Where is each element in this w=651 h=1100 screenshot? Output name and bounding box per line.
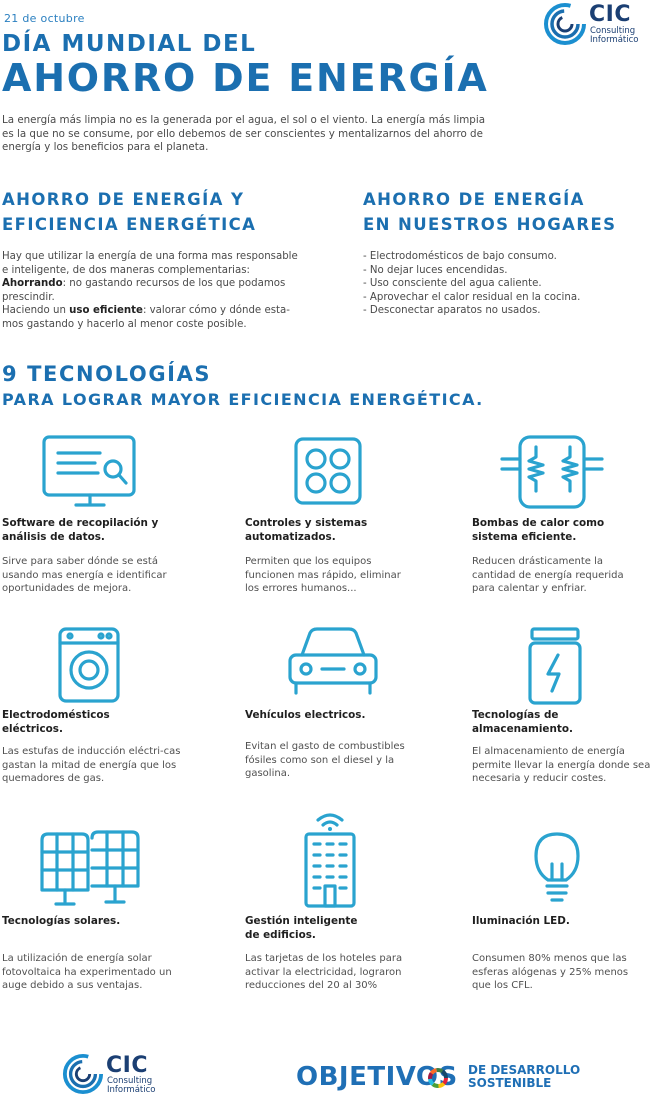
logo-name: CIC	[589, 2, 631, 27]
tech-title: Software de recopilación y análisis de datos.	[2, 517, 159, 543]
list-item: - Aprovechar el calor residual en la cocina.	[363, 291, 581, 303]
tech-title: Gestión inteligente de edificios.	[245, 915, 358, 941]
tech-title: Controles y sistemas automatizados.	[245, 517, 368, 543]
light-bulb-icon	[532, 830, 582, 910]
tech-desc: Reducen drásticamente la cantidad de energía requerida para calentar y enfriar.	[472, 556, 624, 594]
tech-title: Tecnologías de almacenamiento.	[472, 709, 573, 735]
section-left-body	[2, 250, 307, 331]
logo-subtitle-1: Consulting	[590, 26, 636, 36]
tech-title: Tecnologías solares.	[2, 915, 121, 927]
section-right-title	[363, 187, 616, 237]
section-right-title-1: AHORRO DE ENERGÍA	[363, 190, 585, 209]
tech-title-2: PARA LOGRAR MAYOR EFICIENCIA ENERGÉTICA.	[2, 390, 484, 409]
bold-ahorrando: Ahorrando	[2, 278, 63, 289]
logo-subtitle-2: Informático	[590, 35, 639, 45]
solar-panel-icon	[38, 830, 142, 910]
tech-title: Iluminación LED.	[472, 915, 570, 927]
section-left-p3	[2, 304, 307, 331]
ods-logo	[296, 1062, 596, 1096]
cic-logo-footer	[62, 1053, 182, 1097]
p2-rest: : no gastando recursos de los que podamos prescindir.	[2, 278, 286, 303]
section-left-p1: Hay que utilizar la energía de una forma mas responsable e inteligente, de dos maneras complementarias:	[2, 251, 298, 276]
section-right-title-2: EN NUESTROS HOGARES	[363, 215, 617, 234]
tech-title: Bombas de calor como sistema eficiente.	[472, 517, 605, 543]
tech-desc: La utilización de energía solar fotovoltaica ha experimentado un auge debido a sus ventajas.	[2, 953, 172, 991]
list-item: - No dejar luces encendidas.	[363, 264, 508, 276]
ods-line-1: DE DESARROLLO	[468, 1063, 581, 1077]
heat-pump-icon	[498, 433, 608, 511]
ods-line-2: SOSTENIBLE	[468, 1076, 552, 1090]
tech-desc: Permiten que los equipos funcionen mas rápido, eliminar los errores humanos...	[245, 556, 401, 594]
intro-text: La energía más limpia no es la generada por el agua, el sol o el viento. La energía más limpia es la que no se consume, por ello debemos de ser conscientes y mentalizarnos del ahorro de energía y los beneficios para el planeta.	[2, 114, 486, 153]
date-label: 21 de octubre	[4, 12, 85, 25]
smart-building-icon	[296, 808, 364, 910]
tech-desc: Las tarjetas de los hoteles para activar la electricidad, lograron reducciones del 20 al 30%	[245, 953, 403, 991]
washing-machine-icon	[56, 625, 122, 705]
bold-uso-eficiente: uso eficiente	[69, 305, 143, 316]
tech-title: Vehículos electricos.	[245, 709, 366, 721]
sdg-wheel-icon	[428, 1068, 448, 1088]
cic-logo-mark-icon	[62, 1053, 104, 1095]
tech-desc: Las estufas de inducción eléctri-cas gastan la mitad de energía que los quemadores de gas.	[2, 746, 181, 784]
title-line-1: DÍA MUNDIAL DEL	[2, 31, 257, 57]
list-item: - Desconectar aparatos no usados.	[363, 305, 541, 316]
list-item: - Uso consciente del agua caliente.	[363, 278, 542, 289]
tech-desc: Sirve para saber dónde se está usando mas energía e identificar oportunidades de mejora.	[2, 556, 167, 594]
battery-icon	[526, 625, 584, 707]
section-left-title	[2, 187, 256, 237]
tech-title: Electrodomésticos eléctricos.	[2, 709, 110, 735]
tech-desc: Consumen 80% menos que las esferas alógenas y 25% menos que los CFL.	[472, 953, 629, 991]
car-icon	[286, 625, 380, 699]
monitor-search-icon	[40, 433, 140, 509]
logo-name: CIC	[106, 1053, 148, 1078]
title-line-2: AHORRO DE ENERGÍA	[2, 56, 489, 100]
ods-word: OBJETIVOS	[296, 1062, 458, 1092]
p3-rest: : valorar cómo y dónde esta-mos gastando y hacerlo al menor coste posible.	[2, 305, 290, 330]
tech-title-1: 9 TECNOLOGÍAS	[2, 362, 212, 386]
section-left-title-2: EFICIENCIA ENERGÉTICA	[2, 215, 257, 234]
p3-start: Haciendo un	[2, 305, 70, 316]
control-panel-icon	[292, 435, 364, 507]
cic-logo-mark-icon	[543, 2, 587, 46]
tech-desc: Evitan el gasto de combustibles fósiles como son el diesel y la gasolina.	[245, 741, 405, 779]
cic-logo-top	[543, 2, 651, 48]
section-left-p2	[2, 277, 307, 304]
logo-subtitle-2: Informático	[107, 1085, 156, 1095]
logo-subtitle-1: Consulting	[107, 1076, 153, 1086]
section-left-title-1: AHORRO DE ENERGÍA Y	[2, 190, 245, 209]
section-right-list	[363, 250, 643, 318]
list-item: - Electrodomésticos de bajo consumo.	[363, 251, 557, 262]
tech-desc: El almacenamiento de energía permite llevar la energía donde sea necesaria y reducir costes.	[472, 746, 651, 784]
